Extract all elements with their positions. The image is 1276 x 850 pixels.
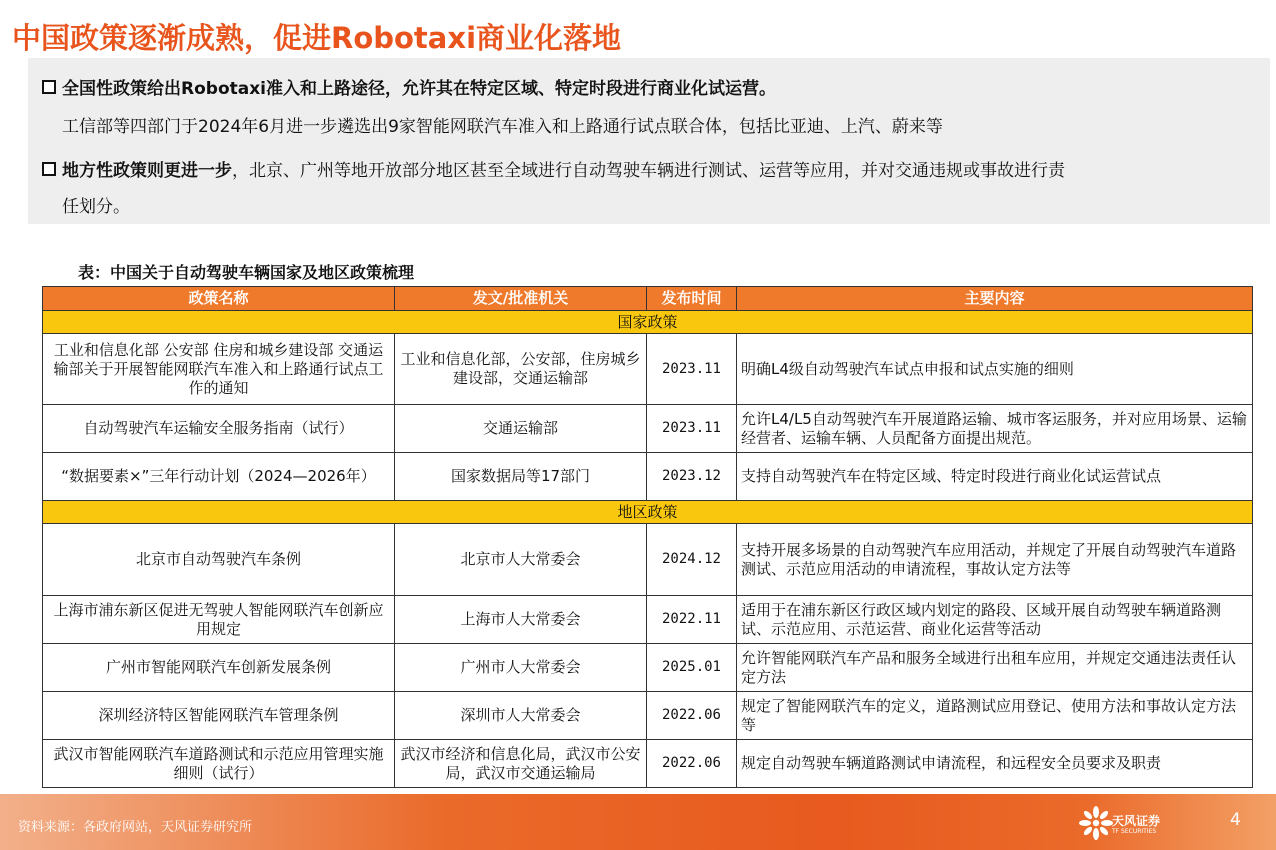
footer-bar (0, 794, 1276, 850)
section-label: 国家政策 (43, 311, 1253, 334)
policy-table (42, 286, 1253, 788)
table-row (43, 740, 1253, 788)
agency-cell: 上海市人大常委会 (395, 596, 647, 644)
content-cell: 允许智能网联汽车产品和服务全域进行出租车应用，并规定交通违法责任认定方法 (737, 644, 1253, 692)
date-cell: 2025.01 (647, 644, 737, 692)
page-title: 中国政策逐渐成熟，促进Robotaxi商业化落地 (12, 21, 622, 55)
policy-name-cell: 广州市智能网联汽车创新发展条例 (43, 644, 395, 692)
policy-name-cell: 上海市浦东新区促进无驾驶人智能网联汽车创新应用规定 (43, 596, 395, 644)
date-cell: 2023.11 (647, 334, 737, 405)
section-row-regional (43, 501, 1253, 524)
content-cell: 规定自动驾驶车辆道路测试申请流程，和远程安全员要求及职责 (737, 740, 1253, 788)
summary-point-2-bold: 地方性政策则更进一步 (62, 161, 232, 181)
date-cell: 2023.11 (647, 405, 737, 453)
summary-point-1-detail: 工信部等四部门于2024年6月进一步遴选出9家智能网联汽车准入和上路通行试点联合体，包括比亚迪、上汽、蔚来等 (62, 117, 943, 137)
content-cell: 规定了智能网联汽车的定义，道路测试应用登记、使用方法和事故认定方法等 (737, 692, 1253, 740)
table-header-row (43, 287, 1253, 311)
date-cell: 2023.12 (647, 453, 737, 501)
brand-name: 天风证券 (1112, 814, 1161, 828)
summary-point-2-text: ，北京、广州等地开放部分地区甚至全域进行自动驾驶车辆进行测试、运营等应用，并对交通违规或事故进行责 (232, 161, 1065, 181)
square-bullet-icon (42, 162, 56, 176)
agency-cell: 交通运输部 (395, 405, 647, 453)
table-caption: 表：中国关于自动驾驶车辆国家及地区政策梳理 (78, 263, 415, 282)
table-row (43, 692, 1253, 740)
content-cell: 支持开展多场景的自动驾驶汽车应用活动，并规定了开展自动驾驶汽车道路测试、示范应用活动的申请流程，事故认定方法等 (737, 524, 1253, 596)
date-cell: 2022.06 (647, 740, 737, 788)
policy-name-cell: 自动驾驶汽车运输安全服务指南（试行） (43, 405, 395, 453)
square-bullet-icon (42, 80, 56, 94)
header-agency: 发文/批准机关 (395, 287, 647, 311)
date-cell: 2022.11 (647, 596, 737, 644)
policy-name-cell: 武汉市智能网联汽车道路测试和示范应用管理实施细则（试行） (43, 740, 395, 788)
section-row-national (43, 311, 1253, 334)
summary-point-2-text-cont: 任划分。 (62, 197, 130, 217)
table-row (43, 524, 1253, 596)
table-row (43, 453, 1253, 501)
date-cell: 2022.06 (647, 692, 737, 740)
agency-cell: 北京市人大常委会 (395, 524, 647, 596)
tf-securities-logo-icon (1076, 804, 1116, 842)
brand-name-en: TF SECURITIES (1112, 828, 1157, 835)
agency-cell: 武汉市经济和信息化局，武汉市公安局，武汉市交通运输局 (395, 740, 647, 788)
summary-point-2 (62, 156, 1065, 181)
agency-cell: 国家数据局等17部门 (395, 453, 647, 501)
table-row (43, 334, 1253, 405)
content-cell: 允许L4/L5自动驾驶汽车开展道路运输、城市客运服务，并对应用场景、运输经营者、运输车辆、人员配备方面提出规范。 (737, 405, 1253, 453)
content-cell: 支持自动驾驶汽车在特定区域、特定时段进行商业化试运营试点 (737, 453, 1253, 501)
source-note: 资料来源：各政府网站，天风证券研究所 (18, 820, 253, 835)
content-cell: 适用于在浦东新区行政区域内划定的路段、区域开展自动驾驶车辆道路测试、示范应用、示范运营、商业化运营等活动 (737, 596, 1253, 644)
header-date: 发布时间 (647, 287, 737, 311)
date-cell: 2024.12 (647, 524, 737, 596)
summary-point-1: 全国性政策给出Robotaxi准入和上路途径，允许其在特定区域、特定时段进行商业化试运营。 (62, 79, 777, 99)
policy-name-cell: 北京市自动驾驶汽车条例 (43, 524, 395, 596)
agency-cell: 工业和信息化部，公安部，住房城乡建设部，交通运输部 (395, 334, 647, 405)
summary-box (28, 58, 1270, 224)
table-row (43, 596, 1253, 644)
section-label: 地区政策 (43, 501, 1253, 524)
table-row (43, 405, 1253, 453)
policy-name-cell: “数据要素×”三年行动计划（2024—2026年） (43, 453, 395, 501)
policy-name-cell: 工业和信息化部 公安部 住房和城乡建设部 交通运输部关于开展智能网联汽车准入和上路通行试点工作的通知 (43, 334, 395, 405)
policy-name-cell: 深圳经济特区智能网联汽车管理条例 (43, 692, 395, 740)
agency-cell: 深圳市人大常委会 (395, 692, 647, 740)
table-row (43, 644, 1253, 692)
header-policy-name: 政策名称 (43, 287, 395, 311)
page-number: 4 (1230, 810, 1241, 830)
content-cell: 明确L4级自动驾驶汽车试点申报和试点实施的细则 (737, 334, 1253, 405)
agency-cell: 广州市人大常委会 (395, 644, 647, 692)
header-content: 主要内容 (737, 287, 1253, 311)
